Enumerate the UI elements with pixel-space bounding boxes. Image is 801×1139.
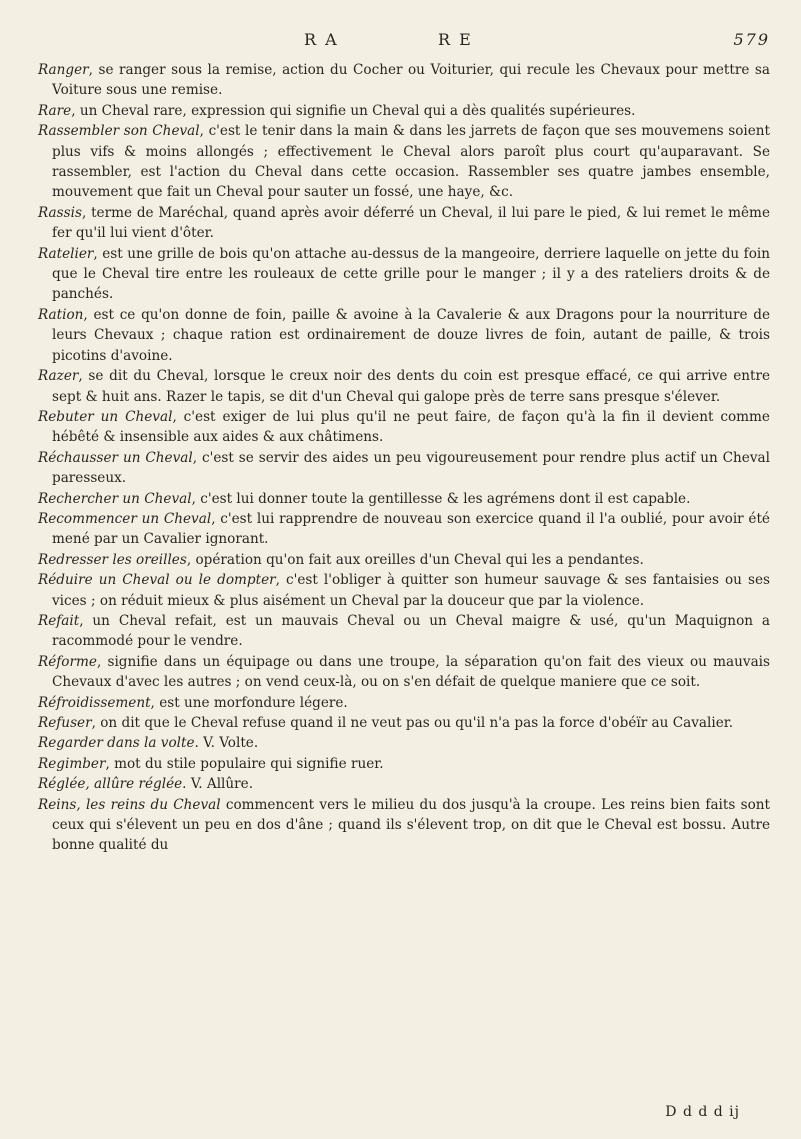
entry — [38, 448, 770, 489]
definition: , on dit que le Cheval refuse quand il ne veut pas ou qu'il n'a pas la force d'obéïr au Cavalier. — [91, 715, 734, 731]
definition: , terme de Maréchal, quand après avoir déferré un Cheval, il lui pare le pied, & lui remet le même fer qu'il lui vient d'ôter. — [52, 204, 770, 242]
entry — [38, 652, 770, 693]
entry — [38, 366, 770, 407]
definition: , se ranger sous la remise, action du Cocher ou Voiturier, qui recule les Chevaux pour mettre sa Voiture sous une remise. — [52, 62, 770, 99]
entry — [38, 754, 770, 774]
headword: Ration — [38, 306, 84, 323]
headword: Refuser — [38, 715, 92, 731]
entry — [38, 795, 770, 856]
headword: Rassembler son Cheval — [38, 123, 200, 140]
headword: Razer — [38, 368, 79, 385]
definition: , est ce qu'on donne de foin, paille & avoine à la Cavalerie & aux Dragons pour la nourriture de leurs Chevaux ; chaque ration est ordinairement de douze livres de foin, autant de paille, & trois picotins d'avoine. — [52, 306, 770, 364]
headword: Rebuter un Cheval — [38, 408, 173, 425]
definition: , mot du stile populaire qui signifie ruer. — [105, 755, 384, 772]
definition: , signifie dans un équipage ou dans une troupe, la séparation qu'on fait des vieux ou mauvais Chevaux d'avec les autres ; on vend ceux-là, ou on s'en défait de quelque maniere que ce soit. — [52, 653, 770, 691]
entry — [38, 570, 770, 611]
entry — [38, 693, 770, 713]
headword: Réglée, allûre réglée — [38, 776, 183, 793]
entry — [38, 60, 770, 101]
headword: Ratelier — [38, 245, 94, 262]
definition: , un Cheval rare, expression qui signifie un Cheval qui a dès qualités supérieures. — [71, 102, 636, 119]
entry — [38, 121, 770, 203]
headword: Réduire un Cheval ou le dompter — [38, 572, 276, 589]
headword: Regimber — [38, 755, 106, 772]
definition: , c'est se servir des aides un peu vigoureusement pour rendre plus actif un Cheval paresseux. — [52, 449, 770, 487]
running-head — [38, 22, 770, 60]
headword: Réforme — [38, 653, 97, 670]
definition: , opération qu'on fait aux oreilles d'un Cheval qui les a pendantes. — [186, 551, 644, 568]
entry — [38, 305, 770, 366]
headword: Réchausser un Cheval — [38, 449, 193, 466]
dictionary-page — [38, 22, 770, 1122]
definition: commencent vers le milieu du dos jusqu'à la croupe. Les reins bien faits sont ceux qui s'élevent un peu en dos d'âne ; quand ils s'élevent trop, on dit que le Cheval est bossu. Autre bonne qualité du — [52, 796, 770, 854]
headword: Ranger — [38, 62, 89, 78]
entry — [38, 774, 770, 794]
entry — [38, 407, 770, 448]
headword: Refait — [38, 612, 80, 629]
headword: Réfroidissement — [38, 694, 151, 711]
definition: , c'est l'obliger à quitter son humeur sauvage & ses fantaisies ou ses vices ; on réduit mieux & plus aisément un Cheval par la douceur que par la violence. — [52, 572, 770, 609]
headword: Redresser les oreilles — [38, 551, 187, 568]
definition: , est une grille de bois qu'on attache au-dessus de la mangeoire, derriere laquelle on jette du foin que le Cheval tire entre les rouleaux de cette grille pour le manger ; il y a des rateliers droits & de panchés. — [52, 245, 770, 303]
definition: , c'est lui rapprendre de nouveau son exercice quand il l'a oublié, pour avoir été mené par un Cavalier ignorant. — [52, 510, 770, 548]
definition: , un Cheval refait, est un mauvais Cheval ou un Cheval maigre & usé, qu'un Maquignon a racommodé pour le vendre. — [52, 612, 770, 650]
definition: . V. Volte. — [194, 735, 259, 752]
running-head-right: R E — [438, 30, 473, 49]
headword: Regarder dans la volte — [38, 735, 195, 752]
headword: Rassis — [38, 204, 82, 221]
headword: Recommencer un Cheval — [38, 510, 212, 527]
headword: Reins, les reins du Cheval — [38, 796, 221, 813]
running-head-left: R A — [304, 30, 339, 49]
page-number: 579 — [733, 30, 770, 49]
definition: . V. Allûre. — [182, 776, 254, 793]
definition: , c'est le tenir dans la main & dans les jarrets de façon que ses mouvemens soient plus vifs & moins allongés ; effectivement le Cheval alors paroît plus court qu'auparavant. Se rassembler, est l'action du Cheval dans cette occasion. Rassembler ses quatre jambes ensemble, mouvement que fait un Cheval pour sauter un fossé, une haye, &c. — [52, 123, 770, 201]
entry-list — [38, 60, 770, 856]
signature-mark: D d d d ij — [665, 1104, 740, 1120]
definition: , est une morfondure légere. — [150, 694, 348, 711]
definition: , c'est lui donner toute la gentillesse & les agrémens dont il est capable. — [191, 490, 691, 507]
entry — [38, 550, 770, 570]
entry — [38, 509, 770, 550]
entry — [38, 489, 770, 509]
entry — [38, 733, 770, 753]
entry — [38, 244, 770, 305]
headword: Rechercher un Cheval — [38, 490, 192, 507]
definition: , se dit du Cheval, lorsque le creux noir des dents du coin est presque effacé, ce qui arrive entre sept & huit ans. Razer le tapis, se dit d'un Cheval qui galope près de terre sans presque s'élever. — [52, 368, 770, 405]
entry — [38, 203, 770, 244]
entry — [38, 611, 770, 652]
entry — [38, 713, 770, 733]
headword: Rare — [38, 102, 72, 119]
definition: , c'est exiger de lui plus qu'il ne peut faire, de façon qu'à la fin il devient comme hébêté & insensible aux aides & aux châtimens. — [52, 408, 770, 446]
entry — [38, 101, 770, 121]
